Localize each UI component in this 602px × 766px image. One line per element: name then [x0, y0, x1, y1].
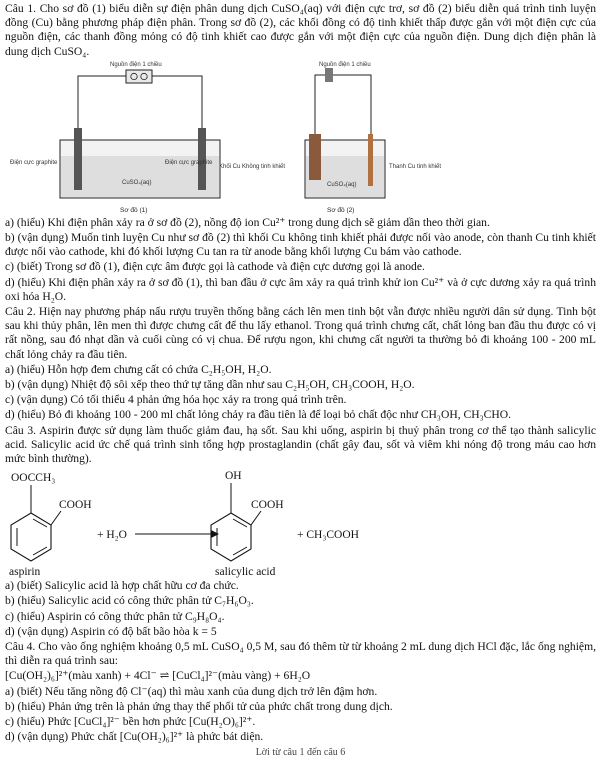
salicylic-double-bond: [233, 547, 247, 555]
fig1-right-electrode-label: Điện cực graphite: [165, 159, 213, 166]
q2-a: a) (hiểu) Hỗn hợp đem chưng cất có chứa C₂H₅OH, H₂O.: [5, 362, 272, 376]
q4-a: a) (biết) Nếu tăng nồng độ Cl⁻(aq) thì màu xanh của dung dịch trở lên đậm hơn.: [5, 684, 378, 698]
q1-b: b) (vận dụng) Muốn tinh luyện Cu như sơ đồ (2) thì khối Cu không tinh khiết phải được nối vào anode, còn thanh Cu tinh khiết được nối vào cathode, khi đó khối lượng Cu tan ra từ anode bằng khối lượng Cu bám vào cathode.: [5, 231, 596, 259]
fig2-caption: Sơ đồ (2): [327, 206, 355, 214]
fig2-source-label: Nguồn điện 1 chiều: [319, 61, 371, 68]
page-footer: Lời từ câu 1 đến câu 6: [255, 746, 346, 758]
q3-c: c) (hiểu) Aspirin có công thức phân tử C₉H₈O₄.: [5, 609, 225, 623]
fig2-pure-label: Thanh Cu tinh khiết: [389, 163, 442, 170]
aspirin-substituent-acid: COOH: [59, 499, 92, 512]
aspirin-bond: [51, 511, 61, 525]
hydrolysis-scheme: [5, 467, 596, 579]
fig1-wire-left: [78, 76, 126, 130]
salicylic-acid-label: salicylic acid: [215, 566, 276, 579]
fig2-pure-cu-bar: [368, 134, 373, 186]
q4-c: c) (hiểu) Phức [CuCl₄]²⁻ bền hơn phức [Cu(H₂O)₆]²⁺.: [5, 715, 256, 729]
q2-intro: Câu 2. Hiện nay phương pháp nấu rượu truyền thống bằng cách lên men tinh bột vẫn được nhiều người dân sử dụng. Tinh bột sau khi thủy phân, lên men thì được chưng cất để thu lấy ethanol. Trong quá trình chưng cất, chất lỏng ban đầu thu được có vị rất nồng, sau đó nhạt dần và cuối cùng có vị chua. Để rượu ngon, khi chưng cất người ta thường bỏ đi khoảng 100 - 200 mL chất lỏng chảy ra đầu tiên.: [5, 305, 596, 361]
fig1-solution-label: CuSO₄(aq): [122, 179, 152, 186]
fig2-power-source: [325, 68, 333, 82]
electrolysis-figures: [5, 60, 596, 216]
fig1-electrode-right: [198, 128, 206, 190]
fig2-wire-left: [315, 75, 325, 135]
fig2-impure-label: Khối Cu Không tinh khiết: [219, 163, 286, 170]
q4-b: b) (hiểu) Phản ứng trên là phản ứng thay thế phối tử của phức chất trong dung dịch.: [5, 699, 393, 713]
q2-b: b) (vận dụng) Nhiệt độ sôi xếp theo thứ tự tăng dần như sau C₂H₅OH, CH₃COOH, H₂O.: [5, 378, 415, 392]
q1-intro: Câu 1. Cho sơ đồ (1) biểu diễn sự điện phân dung dịch CuSO₄(aq) với điện cực trơ, sơ đồ (2) biểu diễn quá trình tinh luyện đồng (Cu) bằng phương pháp điện phân. Trong sơ đồ (2), các khối đồng có độ tinh khiết thấp được gắn với một điện cực của nguồn điện, các thanh đồng mỏng có độ tinh khiết cao được gắn với một điện cực của nguồn điện. Dung dịch điện phân là dung dịch CuSO₄.: [5, 2, 596, 58]
q1-c: c) (biết) Trong sơ đồ (1), điện cực âm được gọi là cathode và điện cực dương gọi là anode.: [5, 260, 425, 274]
aspirin-double-bond: [33, 519, 47, 527]
q3-b: b) (hiểu) Salicylic acid có công thức phân tử C₇H₆O₃.: [5, 594, 254, 608]
fig1-left-electrode-label: Điện cực graphite: [10, 159, 58, 166]
salicylic-double-bond: [233, 519, 247, 527]
q4-equation: [Cu(OH₂)₆]²⁺(màu xanh) + 4Cl⁻ ⇌ [CuCl₄]²⁻(màu vàng) + 6H₂O: [5, 669, 311, 683]
aspirin-double-bond: [33, 547, 47, 555]
aspirin-substituent-ester: OOCCH₃: [11, 472, 56, 485]
diagram-2: [219, 60, 601, 220]
diagram-1: [10, 60, 275, 220]
q3-a: a) (biết) Salicylic acid là hợp chất hữu cơ đa chức.: [5, 579, 239, 593]
salicylic-oh: OH: [225, 470, 242, 483]
q3-intro: Câu 3. Aspirin được sử dụng làm thuốc giảm đau, hạ sốt. Sau khi uống, aspirin bị thuỷ phân trong cơ thể tạo thành salicylic acid. Salicylic acid ức chế quá trình sinh tổng hợp prostaglandin (chất gây đau, sốt và viêm khi nóng độ trong máu cao hơn mức bình thường).: [5, 423, 596, 466]
fig1-source-label: Nguồn điện 1 chiều: [110, 61, 162, 68]
acetic-acid-product: + CH₃COOH: [297, 529, 359, 542]
q4-d: d) (vận dụng) Phức chất [Cu(OH₂)₆]²⁺ là phức bát diện.: [5, 730, 264, 744]
q4-intro: Câu 4. Cho vào ống nghiệm khoảng 0,5 mL CuSO₄ 0,5 M, sau đó thêm từ từ khoảng 2 mL dung dịch HCl đặc, lắc ống nghiệm, thì diễn ra quá trình sau:: [5, 640, 596, 668]
fig1-wire-right: [152, 76, 202, 130]
fig1-electrode-left: [74, 128, 82, 190]
fig1-caption: Sơ đồ (1): [120, 206, 148, 214]
fig1-power-source: [126, 70, 152, 83]
q3-d: d) (vận dụng) Aspirin có độ bất bão hòa k = 5: [5, 624, 217, 638]
fig2-impure-cu-block: [309, 134, 321, 180]
water-reactant: + H₂O: [97, 529, 127, 542]
fig2-wire-right: [333, 75, 371, 135]
salicylic-bond: [251, 511, 261, 525]
fig2-solution-label: CuSO₄(aq): [327, 181, 357, 188]
reaction-arrow-head: [211, 530, 219, 538]
q1-d: d) (hiểu) Khi điện phân xảy ra ở sơ đồ (1), thì ban đầu ở cực âm xảy ra quá trình khử ion Cu²⁺ và ở cực dương xảy ra quá trình oxi hóa H₂O.: [5, 275, 596, 303]
salicylic-cooh: COOH: [251, 499, 284, 512]
aspirin-label: aspirin: [9, 566, 41, 579]
q1-a: a) (hiểu) Khi điện phân xảy ra ở sơ đồ (2), nồng độ ion Cu²⁺ trong dung dịch sẽ giảm dần theo thời gian.: [5, 215, 490, 229]
q2-c: c) (vận dụng) Có tối thiểu 4 phản ứng hóa học xảy ra trong quá trình trên.: [5, 393, 347, 407]
q2-d: d) (hiểu) Bỏ đi khoảng 100 - 200 ml chất lỏng chảy ra đầu tiên là để loại bỏ chất độc như CH₃OH, CH₃CHO.: [5, 408, 512, 422]
